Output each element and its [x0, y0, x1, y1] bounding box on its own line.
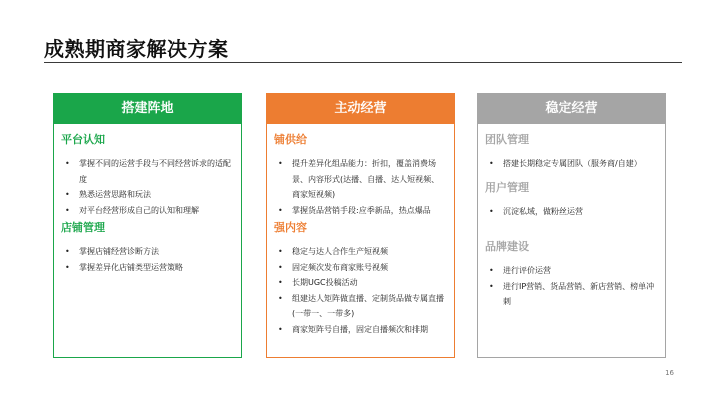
bullet-list	[485, 263, 658, 310]
section-title-platform-awareness: 平台认知	[61, 133, 105, 146]
list-item: • 掌握货品营销手段:应季新品，热点爆品	[274, 203, 447, 219]
bullet-list	[485, 156, 658, 172]
bullet-list	[61, 156, 234, 218]
list-item: • 固定频次发布商家账号视频	[274, 260, 447, 276]
bullet-list	[274, 244, 447, 337]
list-item: • 沉淀私域，做粉丝运营	[485, 204, 658, 220]
list-item: • 搭建长期稳定专属团队（服务商/自建）	[485, 156, 658, 172]
column-body	[266, 124, 455, 358]
column-active-operation	[266, 93, 455, 358]
column-body	[477, 124, 666, 358]
column-header: 稳定经营	[477, 93, 666, 124]
section-title-content: 强内容	[274, 221, 307, 234]
list-item: • 掌握差异化店铺类型运营策略	[61, 260, 234, 276]
list-item: • 掌握店铺经营诊断方法	[61, 244, 234, 260]
section-title-supply: 铺供给	[274, 133, 307, 146]
section-title-store-management: 店铺管理	[61, 221, 105, 234]
bullet-list	[485, 204, 658, 220]
list-item: • 提升差异化组品能力：折扣，覆盖消费场景、内容形式(达播、自播、达人短视频、商家短视频)	[274, 156, 447, 203]
column-body	[53, 124, 242, 358]
page-number: 16	[665, 369, 674, 377]
section-title-brand-building: 品牌建设	[485, 240, 529, 253]
section-title-user-management: 用户管理	[485, 180, 529, 194]
list-item: • 组建达人矩阵做直播、定制货品做专属直播(一带一、一带多)	[274, 291, 447, 322]
list-item: • 掌握不同的运营手段与不同经营诉求的适配度	[61, 156, 234, 187]
column-header: 搭建阵地	[53, 93, 242, 124]
list-item: • 长期UGC投稿活动	[274, 275, 447, 291]
list-item: • 进行IP营销、货品营销、新店营销、榜单冲刺	[485, 279, 658, 310]
list-item: • 商家矩阵号自播，固定自播频次和排期	[274, 322, 447, 338]
section-title-team-management: 团队管理	[485, 133, 529, 146]
bullet-list	[61, 244, 234, 275]
bullet-list	[274, 156, 447, 218]
list-item: • 进行评价运营	[485, 263, 658, 279]
column-build-position	[53, 93, 242, 358]
list-item: • 稳定与达人合作生产短视频	[274, 244, 447, 260]
list-item: • 对平台经营形成自己的认知和理解	[61, 203, 234, 219]
column-header: 主动经营	[266, 93, 455, 124]
list-item: • 熟悉运营思路和玩法	[61, 187, 234, 203]
slide-title: 成熟期商家解决方案	[44, 37, 229, 61]
column-stable-operation	[477, 93, 666, 358]
title-divider	[44, 62, 682, 63]
